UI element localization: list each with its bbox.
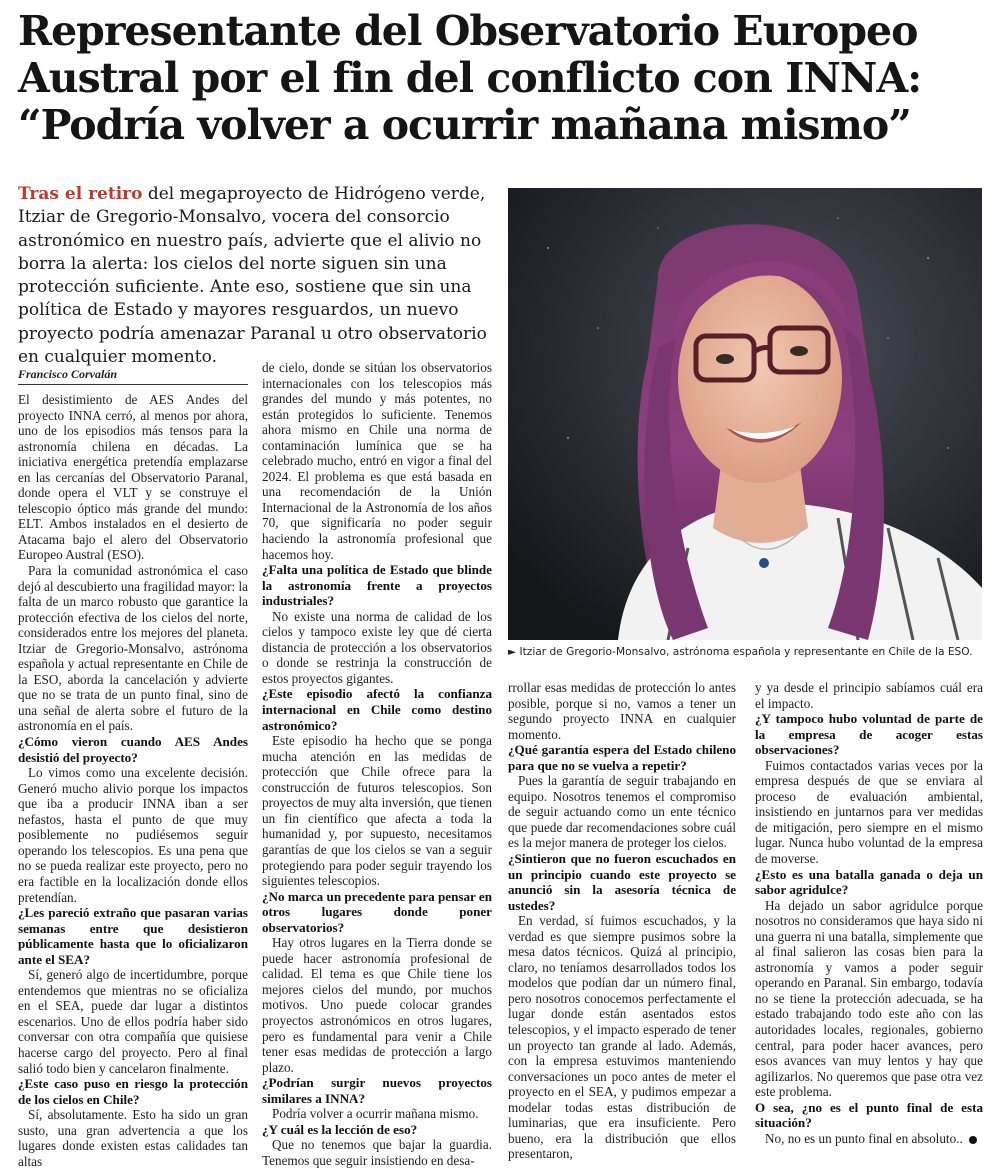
article-column-3: [508, 680, 736, 1162]
paragraph: rrollar esas medidas de protección lo antes posible, porque si no, vamos a tener un segundo proyecto INNA en cualquier momento.: [508, 680, 736, 742]
byline: Francisco Corvalán: [18, 366, 248, 385]
headline-line-3: “Podría volver a ocurrir mañana mismo”: [18, 101, 911, 149]
interview-question: ¿No marca un precedente para pensar en otros lugares donde poner observatorios?: [262, 888, 492, 935]
paragraph: y ya desde el principio sabíamos cuál era el impacto.: [755, 680, 983, 711]
interview-question: ¿Cómo vieron cuando AES Andes desistió del proyecto?: [18, 734, 248, 765]
interview-question: ¿Falta una política de Estado que blinde la astronomía frente a proyectos industriales?: [262, 562, 492, 609]
interview-question: ¿Esto es una batalla ganada o deja un sabor agridulce?: [755, 866, 983, 898]
interview-answer: Este episodio ha hecho que se ponga mucha atención en las medidas de protección que Chile ofrece para la construcción de futuros telescopios. Son proyectos de muy alta inversión, que tienen un fin científico que afecta a toda la humanidad y, por supuesto, necesitamos garantías de que los cielos se van a seguir protegiendo para poder seguir trayendo los siguientes telescopios.: [262, 733, 492, 889]
headline: [18, 8, 988, 149]
interview-answer: Que no tenemos que bajar la guardia. Tenemos que seguir insistiendo en desa-: [262, 1137, 492, 1168]
lead-accent: Tras el retiro: [18, 184, 143, 204]
interview-question: ¿Y cuál es la lección de eso?: [262, 1121, 418, 1137]
interview-question: ¿Sintieron que no fueron escuchados en un principio cuando este proyecto se anunció sin la asesoría técnica de ustedes?: [508, 851, 736, 913]
article-column-2: [262, 360, 492, 1168]
end-of-article-icon: [969, 1136, 977, 1144]
paragraph: Para la comunidad astronómica el caso dejó al descubierto una fragilidad mayor: la falta de un marco robusto que garantice la protección efectiva de los cielos del norte, considerados entre los mejores del planeta. Itziar de Gregorio-Monsalvo, astrónoma española y actual representante en Chile de la ESO, aborda la cancelación y advierte que no se trata de un punto final, sino de una señal de alerta sobre el futuro de la astronomía en el país.: [18, 563, 248, 734]
interview-answer: Podría volver a ocurrir mañana mismo.: [272, 1106, 479, 1122]
interview-answer: No existe una norma de calidad de los cielos y tampoco existe ley que dé cierta distancia de protección a los observatorios o donde se restrinja la construcción de estos proyectos gigantes.: [262, 608, 492, 686]
interview-answer: Pues la garantía de seguir trabajando en equipo. Nosotros tenemos el compromiso de seguir actuando como un ente técnico que puede dar recomendaciones sobre cuál es la mejor manera de proteger los cielos.: [508, 773, 736, 851]
paragraph: de cielo, donde se sitúan los observatorios internacionales con los telescopios más grandes del mundo y más potentes, no están protegidos lo suficiente. Tenemos ahora mismo en Chile una norma de contaminación lumínica que se ha celebrado mucho, entró en vigor a final del 2024. El problema es que está basada en una recomendación de la Unión Internacional de la Astronomía de los años 70, que significaría no poder seguir haciendo la astronomía profesional que hacemos hoy.: [262, 360, 492, 562]
paragraph: El desistimiento de AES Andes del proyecto INNA cerró, al menos por ahora, uno de los episodios más tensos para la astronomía chilena en décadas. La iniciativa energética pretendía emplazarse en las cercanías del Observatorio Paranal, donde opera el VLT y se construye el telescopio óptico más grande del mundo: ELT. Ambos instalados en el desierto de Atacama bajo el alero del Observatorio Europeo Austral (ESO).: [18, 392, 248, 563]
interview-question: O sea, ¿no es el punto final de esta situación?: [755, 1099, 983, 1131]
interview-question: ¿Este caso puso en riesgo la protección de los cielos en Chile?: [18, 1076, 248, 1107]
interview-answer: Ha dejado un sabor agridulce porque nosotros no consideramos que haya sido ni una guerra ni una batalla, simplemente que al final salieron las cosas bien para la astronomía y vamos a poder seguir operando en Paranal. Sin embargo, todavía no se tiene la protección adecuada, se ha estado trabajando todo este año con las autoridades locales, regionales, gobierno central, para poder hacer avances, pero esos avances van muy lentos y hay que agilizarlos. No queremos que pase otra vez este problema.: [755, 897, 983, 1100]
interview-answer: Sí, absolutamente. Esto ha sido un gran susto, una gran advertencia a que los lugares donde existen estas calidades tan altas: [18, 1107, 248, 1169]
interview-answer: Hay otros lugares en la Tierra donde se puede hacer astronomía profesional de calidad. El tema es que Chile tiene los mejores cielos del mundo, por muchos motivos. Uno puede colocar grandes proyectos astronómicos en otros lugares, pero es fundamental para venir a Chile tener esas medidas de protección a largo plazo.: [262, 935, 492, 1075]
article-column-1: [18, 392, 248, 1169]
portrait-photo: [508, 188, 982, 640]
article-column-4: [755, 680, 983, 1146]
headline-line-2: Austral por el fin del conflicto con INNA:: [18, 54, 922, 102]
interview-answer: En verdad, sí fuimos escuchados, y la verdad es que siempre pusimos sobre la mesa datos técnicos. Quizá al principio, claro, no teníamos desarrollados todos los modelos que podían dar un número final, pero nosotros conocemos perfectamente el lugar donde están asentados estos telescopios, y el impacto esperado de tener un proyecto tan grande al lado. Además, con la empresa estuvimos manteniendo conversaciones un poco antes de meter el proyecto en el SEA, y pudimos empezar a modelar todas estas distribución de luminarias, que era insuficiente. Pero bueno, era la distribución que ellos presentaron,: [508, 913, 736, 1162]
headline-line-1: Representante del Observatorio Europeo: [18, 7, 918, 55]
lead-paragraph: [18, 183, 493, 369]
interview-question: ¿Este episodio afectó la confianza internacional en Chile como destino astronómico?: [262, 686, 492, 733]
interview-answer: Lo vimos como una excelente decisión. Generó mucho alivio porque los impactos que iba a producir INNA iban a ser nefastos, hasta el punto de que muy posiblemente no pudiésemos seguir operando los telescopios. Es una pena que no se pueda realizar este proyecto, pero no era factible en la localización donde ellos pretendían.: [18, 765, 248, 905]
interview-answer: Fuimos contactados varias veces por la empresa después de que se enviara al proceso de evaluación ambiental, insistiendo en juntarnos para ver medidas de mitigación, pero siempre en el mismo lugar. Nunca hubo voluntad de la empresa de moverse.: [755, 757, 983, 867]
portrait-illustration: [508, 188, 982, 640]
interview-answer: [755, 1131, 983, 1147]
interview-question: ¿Y tampoco hubo voluntad de parte de la empresa de acoger estas observaciones?: [755, 711, 983, 758]
photo-caption: ► Itziar de Gregorio-Monsalvo, astrónoma española y representante en Chile de la ESO.: [508, 646, 973, 658]
final-answer-text: No, no es un punto final en absoluto..: [765, 1130, 963, 1146]
interview-answer: Sí, generó algo de incertidumbre, porque entendemos que mientras no se oficializa en el SEA, puede dar lugar a distintos escenarios. Uno de ellos podría haber sido conversar con otra compañía que quisiese hacerse cargo del proyecto. Pero al final salió todo bien y cancelaron finalmente.: [18, 967, 248, 1076]
lead-text: del megaproyecto de Hidrógeno verde, Itziar de Gregorio-Monsalvo, vocera del consorcio astronómico en nuestro país, advierte que el alivio no borra la alerta: los cielos del norte siguen sin una protección suficiente. Ante eso, sostiene que sin una política de Estado y mayores resguardos, un nuevo proyecto podría amenazar Paranal u otro observatorio en cualquier momento.: [18, 184, 487, 368]
interview-question: ¿Podrían surgir nuevos proyectos similares a INNA?: [262, 1075, 492, 1106]
interview-question: ¿Les pareció extraño que pasaran varias semanas entre que desistieron públicamente hasta que lo oficializaron ante el SEA?: [18, 905, 248, 967]
interview-question: ¿Qué garantía espera del Estado chileno para que no se vuelva a repetir?: [508, 742, 736, 773]
